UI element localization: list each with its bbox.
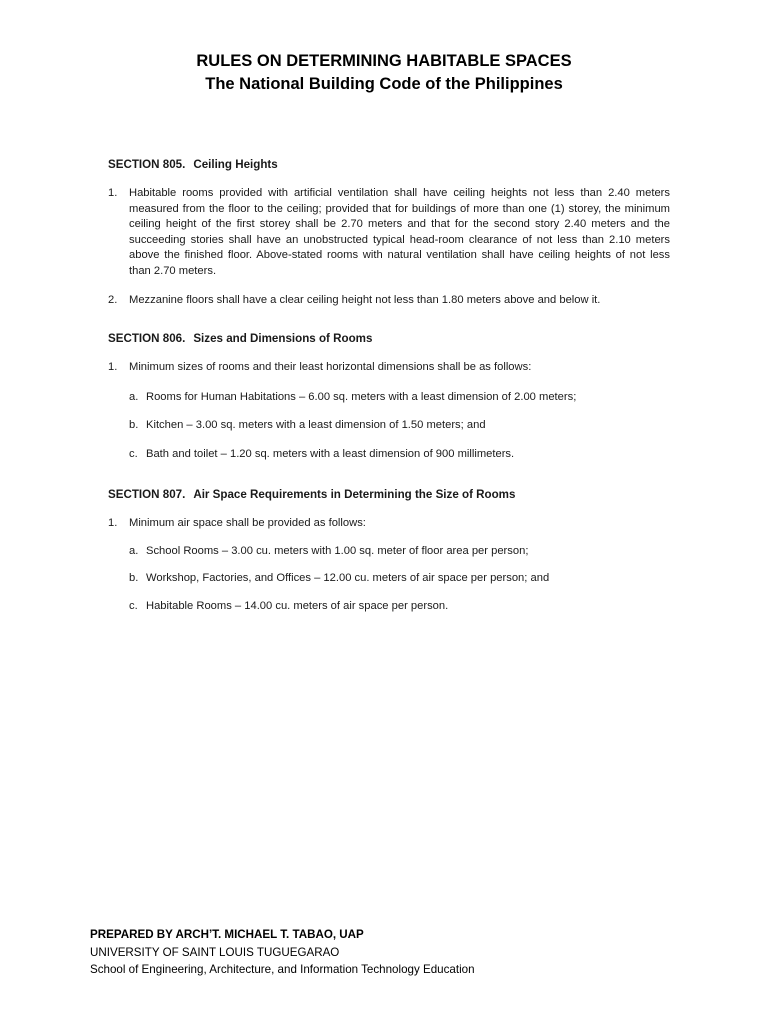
section-805 (108, 158, 670, 308)
sub-item-text: Workshop, Factories, and Offices – 12.00 cu. meters of air space per person; and (146, 572, 550, 585)
footer-prepared-by: PREPARED BY ARCH’T. MICHAEL T. TABAO, UAP (90, 928, 364, 941)
sub-item-letter: c. (129, 599, 138, 612)
sub-item-letter: c. (129, 447, 138, 460)
section-heading (108, 158, 670, 171)
sub-item-text: Rooms for Human Habitations – 6.00 sq. meters with a least dimension of 2.00 meters; (146, 390, 577, 403)
sub-item-letter: a. (129, 390, 139, 403)
page-footer (90, 926, 475, 979)
page-subtitle: The National Building Code of the Philippines (205, 75, 563, 93)
sub-list-item (129, 599, 670, 615)
section-heading (108, 332, 670, 345)
list-item (108, 186, 670, 280)
item-text: Minimum air space shall be provided as follows: (129, 517, 366, 529)
item-text: Mezzanine floors shall have a clear ceiling height not less than 1.80 meters above and below it. (129, 293, 601, 306)
section-number: SECTION 806. (108, 332, 186, 345)
list-item (108, 516, 670, 532)
sub-list-item (129, 390, 670, 406)
section-number: SECTION 807. (108, 488, 186, 501)
section-title: Air Space Requirements in Determining the Size of Rooms (193, 488, 516, 501)
sub-item-text: Habitable Rooms – 14.00 cu. meters of air space per person. (146, 599, 449, 612)
sub-item-letter: b. (129, 572, 139, 585)
sub-list-item (129, 571, 670, 587)
section-807 (108, 488, 670, 614)
document-body (108, 158, 670, 612)
sub-item-text: Kitchen – 3.00 sq. meters with a least dimension of 1.50 meters; and (146, 419, 486, 432)
section-number: SECTION 805. (108, 158, 186, 171)
footer-university: UNIVERSITY OF SAINT LOUIS TUGUEGARAO (90, 945, 340, 959)
section-title: Ceiling Heights (193, 158, 278, 171)
sub-item-text: Bath and toilet – 1.20 sq. meters with a least dimension of 900 millimeters. (146, 447, 515, 460)
sub-item-letter: a. (129, 544, 139, 557)
list-item (108, 360, 670, 376)
item-number: 1. (108, 187, 118, 199)
sub-item-letter: b. (129, 419, 139, 432)
item-number: 1. (108, 517, 118, 529)
list-item (108, 293, 670, 309)
footer-school: School of Engineering, Architecture, and Information Technology Education (90, 963, 475, 976)
item-text: Habitable rooms provided with artificial ventilation shall have ceiling heights not less than 2.40 meters measured from the floor to the ceiling; provided that for buildings of more than one (1) storey, the minimum ceiling height of the first storey shall be 2.70 meters and that for the second story 2.40 meters and the succeeding stories shall have an unobstructed typical head-room clearance of not less than 2.10 meters above the finished floor. Above-stated rooms with natural ventilation shall have ceiling heights of not less than 2.70 meters. (129, 187, 670, 277)
sub-list-item (129, 544, 670, 560)
item-text: Minimum sizes of rooms and their least horizontal dimensions shall be as follows: (129, 361, 532, 373)
item-number: 2. (108, 293, 118, 306)
item-number: 1. (108, 361, 118, 373)
section-806 (108, 332, 670, 462)
sub-list-item (129, 447, 670, 463)
page-header (0, 50, 768, 96)
sub-item-text: School Rooms – 3.00 cu. meters with 1.00 sq. meter of floor area per person; (146, 544, 529, 557)
sub-list-item (129, 418, 670, 434)
section-title: Sizes and Dimensions of Rooms (193, 332, 373, 345)
section-heading (108, 488, 670, 501)
page-title: RULES ON DETERMINING HABITABLE SPACES (196, 52, 572, 70)
